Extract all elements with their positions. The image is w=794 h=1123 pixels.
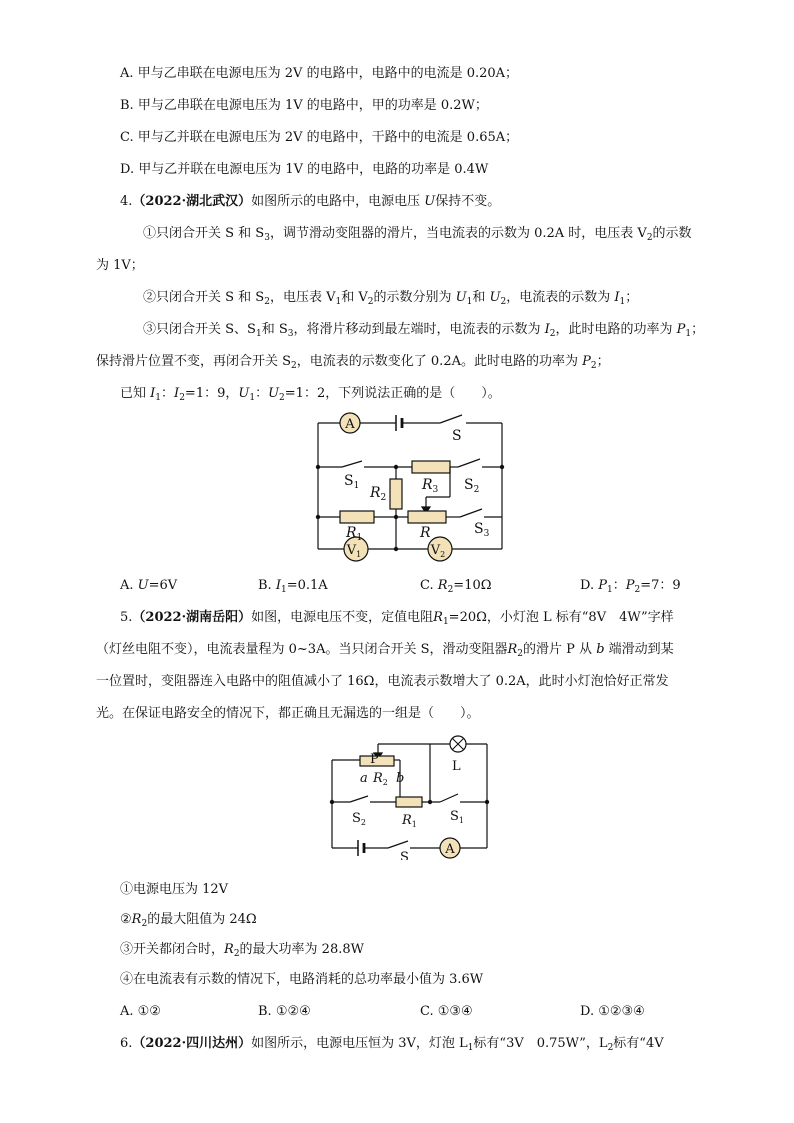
- q5-statement-2: [120, 910, 257, 934]
- t: P: [582, 354, 591, 369]
- q5-b-label: b: [396, 771, 405, 786]
- t: U: [268, 386, 280, 401]
- t: C.: [420, 578, 434, 593]
- t: 1: [255, 329, 262, 339]
- q4-option-b: [258, 576, 328, 600]
- t: R: [437, 578, 448, 593]
- q4-condition-3: [143, 320, 704, 344]
- t: R: [433, 610, 443, 625]
- q4-stem-var: U: [424, 194, 436, 209]
- q4-s2-label: S: [464, 477, 474, 493]
- q5-option-b: B. ①②④: [258, 1004, 311, 1019]
- q5-r1-sub: 1: [411, 820, 417, 829]
- q4-s2-sub: 2: [473, 485, 480, 495]
- t: 2: [367, 297, 374, 307]
- q5-s-label: S: [400, 850, 409, 860]
- svg-text:S1: [344, 473, 359, 491]
- t: 1: [249, 393, 256, 403]
- q5-s1-sub: 1: [458, 816, 464, 825]
- svg-text:R1: [345, 525, 362, 543]
- q4-v1-sub: 1: [356, 550, 362, 559]
- q5-circuit-diagram: [322, 730, 494, 860]
- t: R: [507, 642, 518, 657]
- svg-text:S2: [464, 477, 479, 495]
- q4-s3-label: S: [474, 521, 484, 537]
- t: 如图，电源电压不变，定值电阻: [251, 610, 434, 625]
- t: ，此时电路的功率为: [555, 322, 673, 337]
- q5-option-a: A. ①②: [120, 1004, 161, 1019]
- q4-option-c: [420, 576, 492, 600]
- t: 1: [280, 585, 287, 595]
- q4-v1-label: V: [346, 543, 357, 558]
- svg-text:S3: [474, 521, 490, 539]
- q5-s2-label: S: [352, 811, 361, 826]
- q4-r2-sub: 2: [380, 493, 387, 503]
- t: 1: [619, 297, 626, 307]
- t: ：: [612, 578, 626, 593]
- q4-s3-sub: 3: [483, 529, 490, 539]
- q5-r1-label: R: [402, 813, 412, 828]
- q5-statement-1: ①电源电压为 12V: [120, 882, 229, 897]
- q4-r-label: R: [420, 525, 431, 541]
- q4-circuit-diagram: [300, 405, 520, 575]
- q6-stem: [120, 1034, 664, 1058]
- q3-option-a: A. 甲与乙串联在电源电压为 2V 的电路中，电路中的电流是 0.20A；: [120, 66, 519, 81]
- t: 1: [685, 329, 692, 339]
- q4-condition-1: [143, 224, 692, 248]
- q4-stem: [120, 192, 500, 212]
- t: P: [598, 578, 607, 593]
- q5-option-d: D. ①②③④: [580, 1004, 645, 1019]
- t: P: [676, 322, 686, 337]
- q4-condition-3-cont: [96, 352, 610, 376]
- q4-r1-label: R: [346, 525, 357, 541]
- t: 和 V: [341, 290, 368, 305]
- t: 的滑片 P 从: [523, 642, 593, 657]
- t: A.: [120, 578, 134, 593]
- t: 2: [517, 649, 524, 659]
- t: ；: [596, 354, 610, 369]
- t: 的示数分别为: [373, 290, 452, 305]
- t: =0.1A: [286, 578, 328, 593]
- t: U: [238, 386, 250, 401]
- q5-stem-line4: 光。在保证电路安全的情况下，都正确且无漏选的一组是（ ）。: [96, 706, 480, 721]
- t: D.: [580, 578, 595, 593]
- q4-switch-s-label: S: [452, 428, 462, 444]
- t: 2: [500, 297, 507, 307]
- t: 标有“3V 0.75W”，L: [473, 1036, 608, 1051]
- svg-text:R3: [421, 477, 439, 495]
- t: U: [137, 578, 149, 593]
- q5-s1-label: S: [450, 809, 459, 824]
- t: 2: [179, 393, 185, 403]
- q4-v2-label: V: [430, 543, 441, 558]
- q4-s1-label: S: [344, 473, 354, 489]
- q4-option-a: [120, 576, 177, 596]
- t: =1：2，下列说法正确的是（ ）。: [284, 386, 501, 401]
- q6-source: （2022·四川达州）: [132, 1036, 252, 1051]
- t: I: [544, 322, 550, 337]
- q4-condition-1-cont: 为 1V；: [96, 258, 144, 273]
- t: （灯丝电阻不变），电流表量程为 0~3A。当只闭合开关 S，滑动变阻器: [96, 642, 508, 657]
- q5-option-c: C. ①③④: [420, 1004, 473, 1019]
- t: R: [131, 912, 142, 927]
- q5-lamp-label: L: [452, 759, 461, 774]
- q4-stem-text-b: 保持不变。: [435, 194, 501, 209]
- q4-s1-sub: 1: [353, 481, 360, 491]
- t: 的示数: [652, 226, 692, 241]
- t: 3: [287, 329, 294, 339]
- t: ①只闭合开关 S 和 S: [143, 226, 265, 241]
- t: 2: [646, 233, 653, 243]
- q5-p-label: P: [370, 752, 379, 767]
- t: ③只闭合开关 S、S: [143, 322, 256, 337]
- t: 1: [442, 617, 449, 627]
- t: I: [275, 578, 281, 593]
- t: 1: [155, 393, 162, 403]
- q5-stem: [120, 608, 674, 632]
- q5-statement-4: ④在电流表有示数的情况下，电路消耗的总功率最小值为 3.6W: [120, 972, 484, 987]
- t: 1: [466, 297, 473, 307]
- t: P: [625, 578, 635, 593]
- q4-condition-2: [143, 288, 638, 312]
- t: ：: [161, 386, 175, 401]
- t: 2: [634, 585, 641, 595]
- t: ；: [691, 322, 705, 337]
- q4-r3-sub: 3: [432, 485, 439, 495]
- t: 2: [233, 949, 240, 959]
- q4-r3-label: R: [422, 477, 433, 493]
- q4-source: （2022·湖北武汉）: [132, 194, 252, 209]
- t: ；: [625, 290, 639, 305]
- t: ②: [120, 912, 132, 927]
- q4-number: 4.: [120, 194, 133, 209]
- t: 的最大阻值为 24Ω: [147, 912, 257, 927]
- q5-ammeter-label: A: [445, 842, 455, 857]
- t: 2: [607, 1043, 614, 1053]
- t: ③开关都闭合时，: [120, 942, 225, 957]
- t: 端滑动到某: [608, 642, 674, 657]
- t: 标有“4V: [613, 1036, 664, 1051]
- svg-text:R2: [369, 485, 386, 503]
- q4-r1-sub: 1: [356, 533, 363, 543]
- svg-text:R1: [401, 813, 417, 829]
- t: 已知: [120, 386, 147, 401]
- q6-number: 6.: [120, 1036, 133, 1051]
- t: =20Ω，小灯泡 L 标有“8V 4W”字样: [448, 610, 674, 625]
- q5-r2-sub: 2: [382, 778, 388, 787]
- q4-v2-sub: 2: [440, 550, 446, 559]
- q5-number: 5.: [120, 610, 133, 625]
- svg-text:S2: [352, 811, 366, 827]
- q3-option-d: D. 甲与乙并联在电源电压为 1V 的电路中，电路的功率是 0.4W: [120, 162, 489, 177]
- t: ，电流表的示数为: [506, 290, 611, 305]
- q5-source: （2022·湖南岳阳）: [132, 610, 252, 625]
- t: U: [489, 290, 501, 305]
- q3-option-c: C. 甲与乙并联在电源电压为 2V 的电路中，干路中的电流是 0.65A；: [120, 130, 519, 145]
- q4-stem-text: 如图所示的电路中，电源电压: [251, 194, 421, 209]
- q5-stem-line2: [96, 640, 674, 664]
- t: 2: [264, 297, 270, 307]
- t: 2: [141, 919, 148, 929]
- q5-s2-sub: 2: [360, 818, 366, 827]
- t: I: [614, 290, 620, 305]
- svg-text:S1: [450, 809, 464, 825]
- t: 如图所示，电源电压恒为 3V，灯泡 L: [251, 1036, 468, 1051]
- q4-ammeter-label: A: [345, 417, 355, 432]
- t: ：: [255, 386, 269, 401]
- q4-r2-label: R: [370, 485, 381, 501]
- t: 2: [447, 585, 454, 595]
- t: ，电流表的示数变化了 0.2A。此时电路的功率为: [296, 354, 578, 369]
- t: 和 S: [261, 322, 288, 337]
- t: 保持滑片位置不变，再闭合开关 S: [96, 354, 292, 369]
- q3-option-b: B. 甲与乙串联在电源电压为 1V 的电路中，甲的功率是 0.2W；: [120, 98, 488, 113]
- t: =6V: [148, 578, 178, 593]
- t: 1: [467, 1043, 474, 1053]
- t: ②只闭合开关 S 和 S: [143, 290, 265, 305]
- svg-text:R2: [372, 771, 388, 787]
- t: I: [150, 386, 156, 401]
- t: ，电压表 V: [269, 290, 336, 305]
- q5-a-label: a: [360, 771, 368, 786]
- t: 和: [472, 290, 486, 305]
- t: 2: [590, 361, 597, 371]
- t: B.: [258, 578, 272, 593]
- t: R: [224, 942, 234, 957]
- t: ，调节滑动变阻器的滑片，当电流表的示数为 0.2A 时，电压表 V: [269, 226, 647, 241]
- q4-option-d: [580, 576, 681, 600]
- t: 2: [549, 329, 556, 339]
- q5-stem-line3: 一位置时，变阻器连入电路中的阻值减小了 16Ω，电流表示数增大了 0.2A，此时小灯泡恰好正常发: [96, 674, 669, 689]
- q5-statement-3: [120, 940, 364, 964]
- t: U: [455, 290, 467, 305]
- t: 1: [335, 297, 342, 307]
- t: =7：9: [640, 578, 681, 593]
- t: 3: [264, 233, 270, 243]
- t: 的最大功率为 28.8W: [239, 942, 364, 957]
- t: b: [596, 642, 605, 657]
- t: 2: [291, 361, 297, 371]
- t: 2: [279, 393, 285, 403]
- t: =10Ω: [453, 578, 492, 593]
- t: ，将滑片移动到最左端时，电流表的示数为: [293, 322, 541, 337]
- t: 1: [606, 585, 613, 595]
- t: I: [174, 386, 180, 401]
- q5-r2-label: R: [373, 771, 383, 786]
- t: =1：9，: [184, 386, 239, 401]
